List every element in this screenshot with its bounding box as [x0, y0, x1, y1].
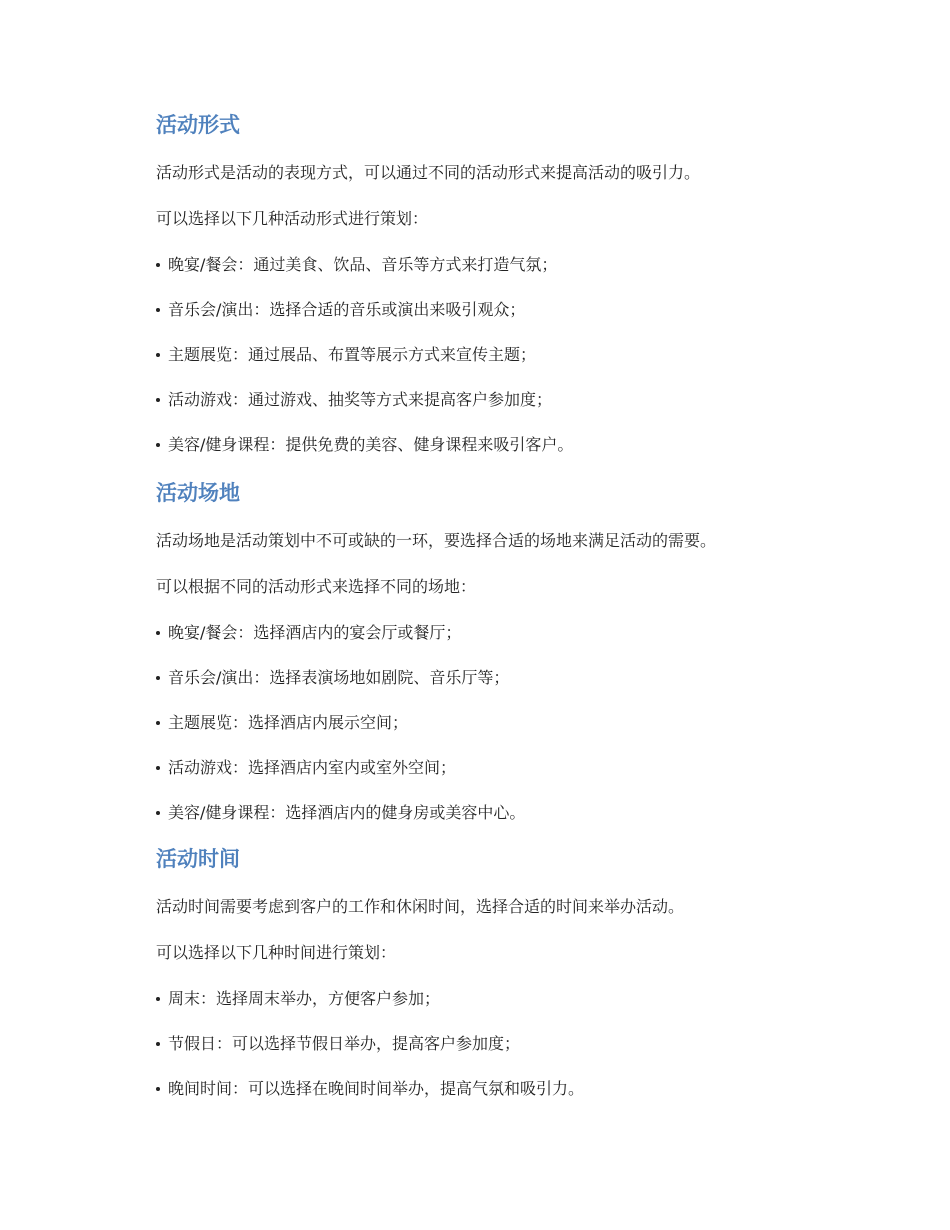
bullet-icon	[156, 308, 160, 312]
bullet-list	[156, 242, 856, 467]
bullet-icon	[156, 398, 160, 402]
section-activity-time	[156, 842, 856, 1111]
list-item	[156, 745, 856, 790]
bullet-icon	[156, 263, 160, 267]
bullet-icon	[156, 721, 160, 725]
bullet-list	[156, 976, 856, 1111]
bullet-icon	[156, 631, 160, 635]
section-lead: 可以根据不同的活动形式来选择不同的场地：	[156, 577, 477, 596]
list-item	[156, 790, 856, 835]
list-item	[156, 287, 856, 332]
list-item-text: 晚间时间：可以选择在晚间时间举办，提高气氛和吸引力。	[168, 1079, 585, 1098]
list-item	[156, 976, 856, 1021]
list-item	[156, 700, 856, 745]
bullet-list	[156, 610, 856, 835]
bullet-icon	[156, 1087, 160, 1091]
section-intro: 活动场地是活动策划中不可或缺的一环，要选择合适的场地来满足活动的需要。	[156, 531, 717, 550]
list-item	[156, 1021, 856, 1066]
bullet-icon	[156, 811, 160, 815]
bullet-icon	[156, 766, 160, 770]
list-item-text: 美容/健身课程：提供免费的美容、健身课程来吸引客户。	[168, 435, 574, 454]
list-item	[156, 332, 856, 377]
section-heading: 活动形式	[156, 113, 240, 137]
section-activity-venue	[156, 476, 856, 835]
section-intro: 活动形式是活动的表现方式，可以通过不同的活动形式来提高活动的吸引力。	[156, 163, 701, 182]
list-item	[156, 610, 856, 655]
list-item-text: 活动游戏：选择酒店内室内或室外空间；	[168, 758, 457, 777]
list-item	[156, 422, 856, 467]
list-item-text: 美容/健身课程：选择酒店内的健身房或美容中心。	[168, 803, 526, 822]
bullet-icon	[156, 443, 160, 447]
section-heading: 活动时间	[156, 847, 240, 871]
section-heading: 活动场地	[156, 481, 240, 505]
section-lead: 可以选择以下几种时间进行策划：	[156, 943, 397, 962]
list-item-text: 主题展览：选择酒店内展示空间；	[168, 713, 409, 732]
list-item	[156, 377, 856, 422]
list-item-text: 晚宴/餐会：选择酒店内的宴会厅或餐厅；	[168, 623, 462, 642]
list-item-text: 音乐会/演出：选择合适的音乐或演出来吸引观众；	[168, 300, 526, 319]
section-activity-format	[156, 108, 856, 467]
list-item-text: 晚宴/餐会：通过美食、饮品、音乐等方式来打造气氛；	[168, 255, 558, 274]
list-item-text: 活动游戏：通过游戏、抽奖等方式来提高客户参加度；	[168, 390, 553, 409]
bullet-icon	[156, 676, 160, 680]
list-item	[156, 1066, 856, 1111]
list-item-text: 主题展览：通过展品、布置等展示方式来宣传主题；	[168, 345, 537, 364]
section-lead: 可以选择以下几种活动形式进行策划：	[156, 209, 429, 228]
section-intro: 活动时间需要考虑到客户的工作和休闲时间，选择合适的时间来举办活动。	[156, 897, 685, 916]
bullet-icon	[156, 997, 160, 1001]
list-item-text: 音乐会/演出：选择表演场地如剧院、音乐厅等；	[168, 668, 510, 687]
list-item-text: 节假日：可以选择节假日举办，提高客户参加度；	[168, 1034, 521, 1053]
bullet-icon	[156, 1042, 160, 1046]
list-item-text: 周末：选择周末举办，方便客户参加；	[168, 989, 441, 1008]
list-item	[156, 655, 856, 700]
list-item	[156, 242, 856, 287]
bullet-icon	[156, 353, 160, 357]
